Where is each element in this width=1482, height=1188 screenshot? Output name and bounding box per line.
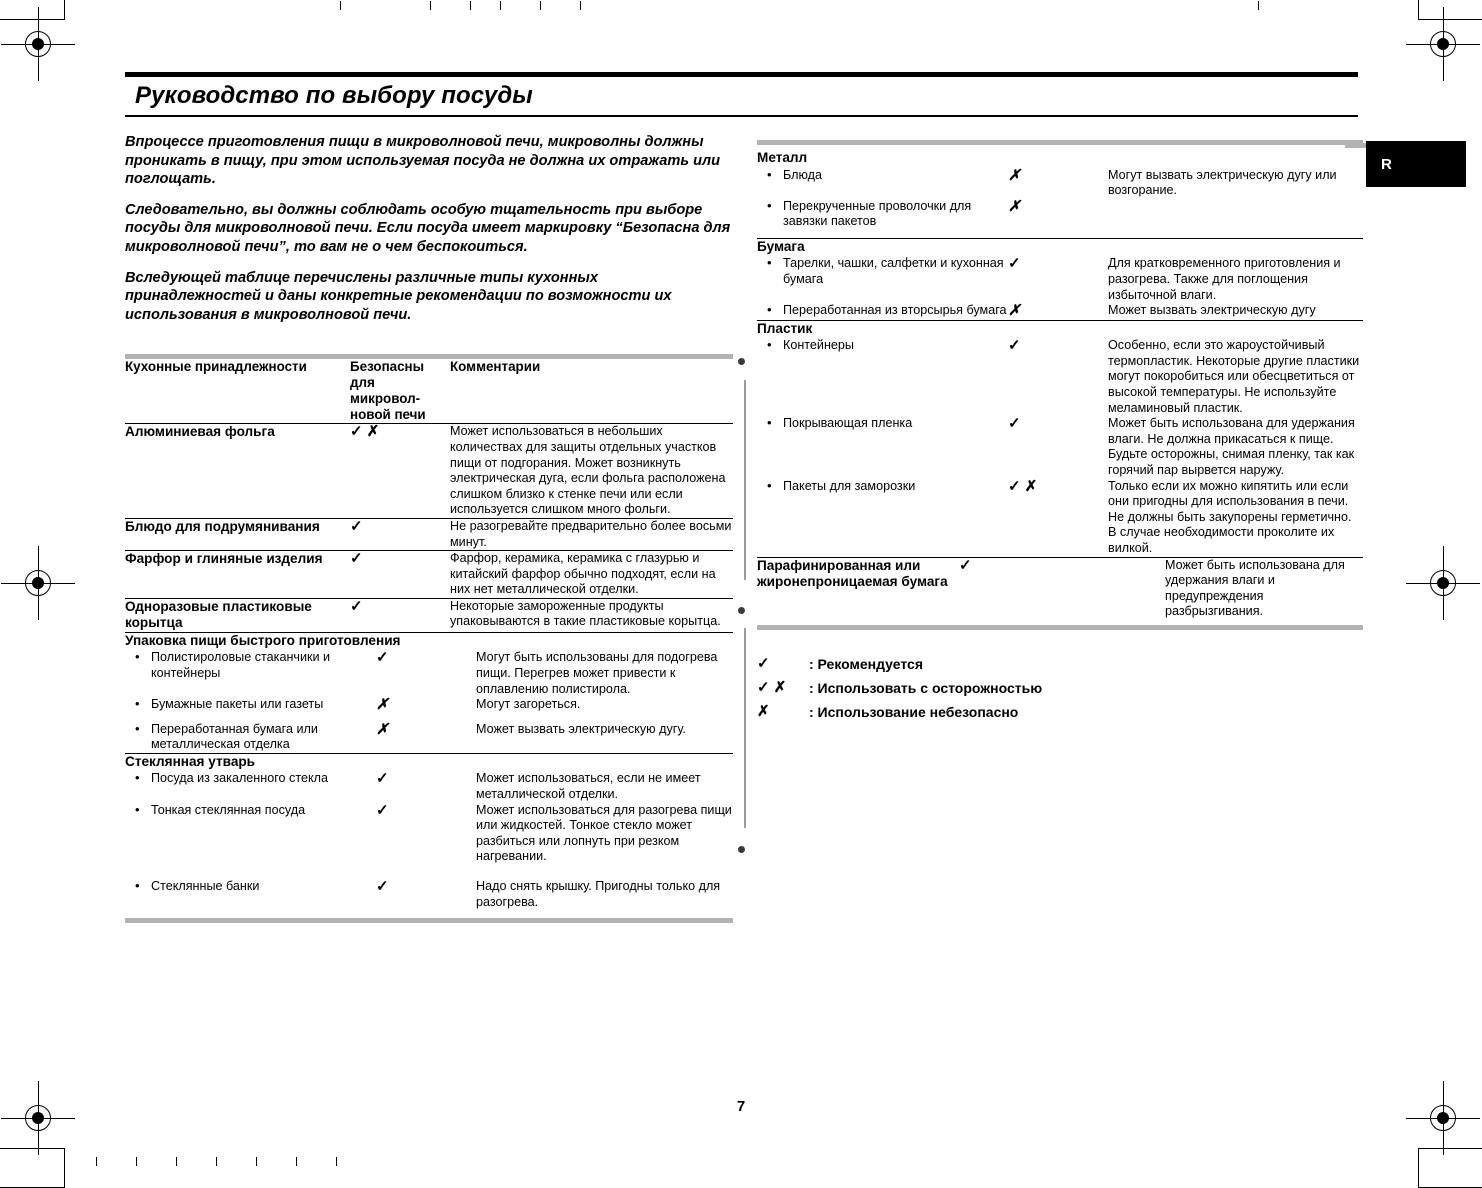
sub-item-mark: ✓ (1008, 255, 1021, 273)
legend-symbol: ✗ (757, 702, 770, 720)
list-item (757, 168, 1363, 199)
list-item (125, 722, 733, 753)
table-row (125, 551, 733, 599)
sub-item-comment: Может вызвать электрическую дугу. (476, 721, 686, 736)
intro-paragraph-1: Впроцессе приготовления пищи в микроволновой печи, микроволны должны проникать в пищу, при этом используемая посуда не должна их отражать или поглощать. (125, 134, 721, 188)
sub-item-label: • Пакеты для заморозки (783, 478, 916, 493)
sub-item-comment: Надо снять крышку. Пригодны только для разогрева. (476, 879, 721, 909)
list-item (757, 479, 1363, 557)
sub-item-mark: ✓ (376, 770, 389, 788)
list-item (125, 771, 733, 802)
header-comments: Комментарии (450, 359, 541, 375)
row-safety-mark: ✓ (350, 550, 363, 568)
list-item (125, 879, 733, 910)
table-group-row (757, 238, 1363, 320)
sub-item-label: • Стеклянные банки (151, 879, 260, 893)
table-row (125, 518, 733, 550)
sub-item-comment: Может использоваться для разогрева пищи или жидкостей. Тонкое стекло может разбиться или лопнуть при резком нагревании. (476, 802, 732, 864)
list-item (757, 256, 1363, 303)
intro-text (125, 133, 733, 324)
legend-text: : Использовать с осторожностью (809, 679, 1043, 696)
sub-item-label: • Контейнеры (783, 338, 854, 353)
list-item (757, 303, 1363, 320)
sub-item-comment: Могут быть использованы для подогрева пищи. Перегрев может привести к оплавлению полистирола. (476, 650, 718, 696)
sub-item-mark: ✓ (1008, 337, 1021, 355)
legend-symbol: ✓ ✗ (757, 678, 787, 696)
sub-item-comment: Может быть использована для удержания влаги. Не должна прикасаться к пище. Будьте осторожны, снимая пленку, так как горячий пар вырвется наружу. (1108, 416, 1355, 477)
page-title: Руководство по выбору посуды (135, 82, 533, 109)
sub-item-mark: ✓ (376, 649, 389, 667)
row-item-label: Парафинированная или жиронепроницаемая бумага (757, 557, 948, 590)
sub-item-mark: ✗ (376, 720, 389, 738)
row-safety-mark: ✓ (350, 597, 363, 615)
table-header-row (125, 359, 733, 424)
table-group-row (125, 753, 733, 910)
table-group-row (125, 632, 733, 753)
group-heading: Бумага (757, 238, 805, 254)
list-item (125, 650, 733, 697)
list-item (125, 803, 733, 865)
list-item (757, 338, 1363, 416)
list-item (125, 697, 733, 714)
row-item-label: Одноразовые пластиковые корытца (125, 598, 312, 631)
side-tab-marker (1366, 141, 1466, 187)
sub-item-comment: Могут вызвать электрическую дугу или возгорание. (1108, 167, 1337, 198)
group-item-list (757, 338, 1363, 556)
page-number: 7 (736, 1098, 746, 1115)
intro-paragraph-2: Следовательно, вы должны соблюдать особую тщательность при выборе посуды для микроволновой печи. Если посуда имеет маркировку “Безопасна для микроволновой печи”, то вам не о чем беспокоиться. (125, 201, 731, 255)
legend-row (757, 652, 1363, 676)
legend-row (757, 676, 1363, 700)
sub-item-label: • Полистироловые стаканчики и контейнеры (151, 650, 331, 680)
table-row (125, 424, 733, 519)
side-tab-label: R (1381, 155, 1392, 173)
sub-item-comment: Может вызвать электрическую дугу (1108, 303, 1316, 318)
legend-text: : Использование небезопасно (809, 703, 1019, 720)
row-comment: Некоторые замороженные продукты упаковываются в такие пластиковые корытца. (450, 598, 721, 629)
sub-item-mark: ✗ (376, 696, 389, 714)
sub-item-mark: ✓ (376, 801, 389, 819)
group-item-list (757, 256, 1363, 319)
row-comment: Фарфор, керамика, керамика с глазурью и китайский фарфор обычно подходят, если на них нет металлической отделки. (450, 551, 716, 597)
sub-item-mark: ✗ (1008, 197, 1021, 215)
cookware-table-right (757, 145, 1363, 620)
row-item-label: Алюминиевая фольга (125, 424, 275, 440)
legend-symbol: ✓ (757, 654, 770, 672)
cookware-table-left (125, 359, 733, 910)
header-item: Кухонные принадлежности (125, 359, 307, 375)
sub-item-comment: Может использоваться, если не имеет металлической отделки. (476, 771, 701, 802)
sub-item-label: • Перекрученные проволочки для завязки пакетов (783, 198, 972, 229)
gutter-dot-lower (738, 846, 745, 853)
group-item-list (125, 771, 733, 910)
sub-item-comment: Особенно, если это жароустойчивый термопластик. Некоторые другие пластики могут покоробиться или обесцветиться от высокой температуры. Не используйте меламиновый пластик. (1108, 338, 1360, 415)
group-heading: Упаковка пищи быстрого приготовления (125, 632, 401, 648)
table-group-row (757, 320, 1363, 557)
sub-item-comment (1104, 199, 1363, 230)
sub-item-mark: ✗ (1008, 166, 1021, 184)
group-heading: Металл (757, 150, 808, 165)
gutter-dot-upper (738, 358, 745, 365)
page-title-block (125, 72, 1358, 117)
row-safety-mark: ✓ ✗ (350, 423, 380, 441)
sub-item-mark: ✓ (1008, 415, 1021, 433)
sub-item-mark: ✗ (1008, 302, 1021, 320)
gutter-divider-lower (744, 628, 746, 828)
sub-item-comment: Только если их можно кипятить или если они пригодны для использования в печи. Не должны быть закупорены герметично. В случае необходимости проколите их вилкой. (1108, 478, 1352, 555)
group-heading: Стеклянная утварь (125, 753, 256, 769)
sub-item-mark: ✓ ✗ (1008, 477, 1038, 495)
sub-item-label: • Переработанная бумага или металлическая отделка (151, 721, 318, 752)
group-item-list (125, 650, 733, 753)
row-safety-mark: ✓ (959, 556, 972, 574)
table-bottom-rule (125, 918, 733, 923)
sub-item-label: • Покрывающая пленка (783, 416, 913, 431)
row-item-label: Блюдо для подрумянивания (125, 518, 320, 534)
row-comment: Не разогревайте предварительно более восьми минут. (450, 518, 732, 549)
row-comment: Может быть использована для удержания влаги и предупреждения разбрызгивания. (1165, 557, 1345, 619)
header-safe: Безопасны для микровол-новой печи (350, 359, 426, 423)
sub-item-comment: Для кратковременного приготовления и разогрева. Также для поглощения избыточной влаги. (1108, 256, 1341, 302)
list-item (757, 416, 1363, 478)
row-safety-mark: ✓ (350, 517, 363, 535)
gutter-dot-middle (738, 607, 745, 614)
sub-item-label: • Тонкая стеклянная посуда (151, 802, 306, 817)
group-item-list (757, 168, 1363, 230)
right-table-bottom-rule (757, 625, 1363, 630)
table-row (125, 598, 733, 632)
sub-item-mark: ✓ (376, 878, 389, 895)
group-heading: Пластик (757, 320, 813, 336)
table-row (757, 557, 1363, 620)
title-rule-bottom (125, 115, 1358, 117)
right-column (757, 140, 1363, 724)
legend-row (757, 700, 1363, 724)
sub-item-label: • Тарелки, чашки, салфетки и кухонная бумага (783, 256, 1004, 286)
sub-item-label: • Блюда (783, 167, 822, 182)
left-column (125, 133, 733, 923)
row-item-label: Фарфор и глиняные изделия (125, 551, 323, 567)
table-group-row (757, 145, 1363, 238)
sub-item-label: • Бумажные пакеты или газеты (151, 697, 324, 712)
legend-text: : Рекомендуется (809, 655, 924, 672)
row-comment: Может использоваться в небольших количествах для защиты отдельных участков пищи от подгорания. Может возникнуть электрическая дуга, если фольга расположена слишком близко к стенке печи или если используется слишком много фольги. (450, 424, 726, 517)
sub-item-label: • Посуда из закаленного стекла (151, 771, 328, 786)
sub-item-comment: Могут загореться. (476, 697, 581, 712)
legend-block (757, 652, 1363, 724)
intro-paragraph-3: Вследующей таблице перечислены различные типы кухонных принадлежностей и даны конкретные рекомендации по возможности их использования в микроволновой печи. (125, 269, 672, 323)
sub-item-label: • Переработанная из вторсырья бумага (783, 303, 1007, 318)
gutter-divider-upper (744, 380, 746, 580)
list-item (757, 199, 1363, 230)
